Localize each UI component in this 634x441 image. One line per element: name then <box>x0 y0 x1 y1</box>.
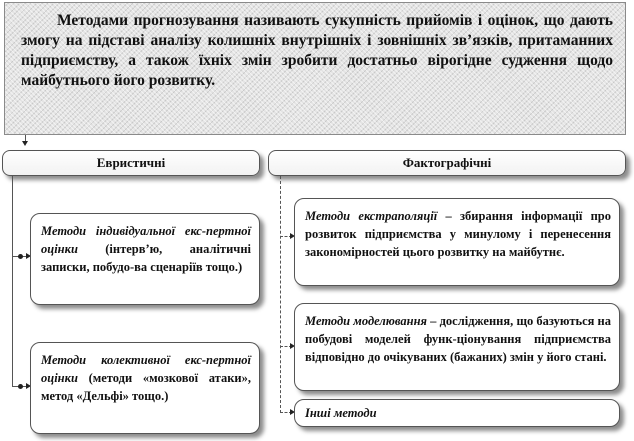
definition-term: Методами прогнозування <box>57 12 239 29</box>
card-individual-expert <box>30 213 260 305</box>
column-factographic <box>268 150 626 176</box>
card-modeling-title: Методи моделювання <box>305 314 427 328</box>
definition-body: називають сукупність прийомів і оцінок, що дають змогу на підставі аналізу колишніх внутрішніх і зовнішніх зв’язків, притаманних підприємству, а також їхніх змін зробити достатньо вірогідне судження щодо майбутнього його розвитку. <box>21 12 613 89</box>
card-individual-expert-title: Методи індивідуальної екс-пертної оцінки <box>41 224 251 256</box>
card-modeling <box>294 303 620 391</box>
card-modeling-text: – дослідження, що базуються на побудові моделей функ-ціонування підприємства відповідно до очікуваних (бажаних) змін у його стані. <box>305 314 612 364</box>
card-extrapolation <box>294 198 620 286</box>
card-other-methods-title: Інші методи <box>305 406 377 420</box>
column-factographic-label: Фактографічні <box>402 155 492 170</box>
left-branch-2-dot <box>18 384 23 389</box>
left-branch-1-dot <box>18 254 23 259</box>
column-heuristic-label: Евристичні <box>96 155 166 170</box>
definition-box <box>4 2 626 135</box>
card-individual-expert-text: (інтерв’ю, аналітичні записки, побудо-ва сценаріїв тощо.) <box>41 242 251 274</box>
card-collective-expert-text: (методи «мозкової атаки», метод «Дельфі» тощо.) <box>41 371 251 403</box>
card-collective-expert <box>30 342 260 434</box>
definition-text <box>21 11 613 91</box>
right-branch-line <box>280 176 281 413</box>
left-branch-line <box>12 176 13 386</box>
card-extrapolation-title: Методи екстраполяції <box>305 209 438 223</box>
card-extrapolation-text: – збирання інформації про розвиток підприємства у минулому і перенесення закономірностей цього розвитку на майбутнє. <box>305 209 611 259</box>
connector-header-arrow <box>22 141 28 146</box>
card-collective-expert-title: Методи колективної екс-пертної оцінки <box>41 353 251 385</box>
column-heuristic <box>2 150 260 176</box>
card-other-methods <box>294 399 620 427</box>
